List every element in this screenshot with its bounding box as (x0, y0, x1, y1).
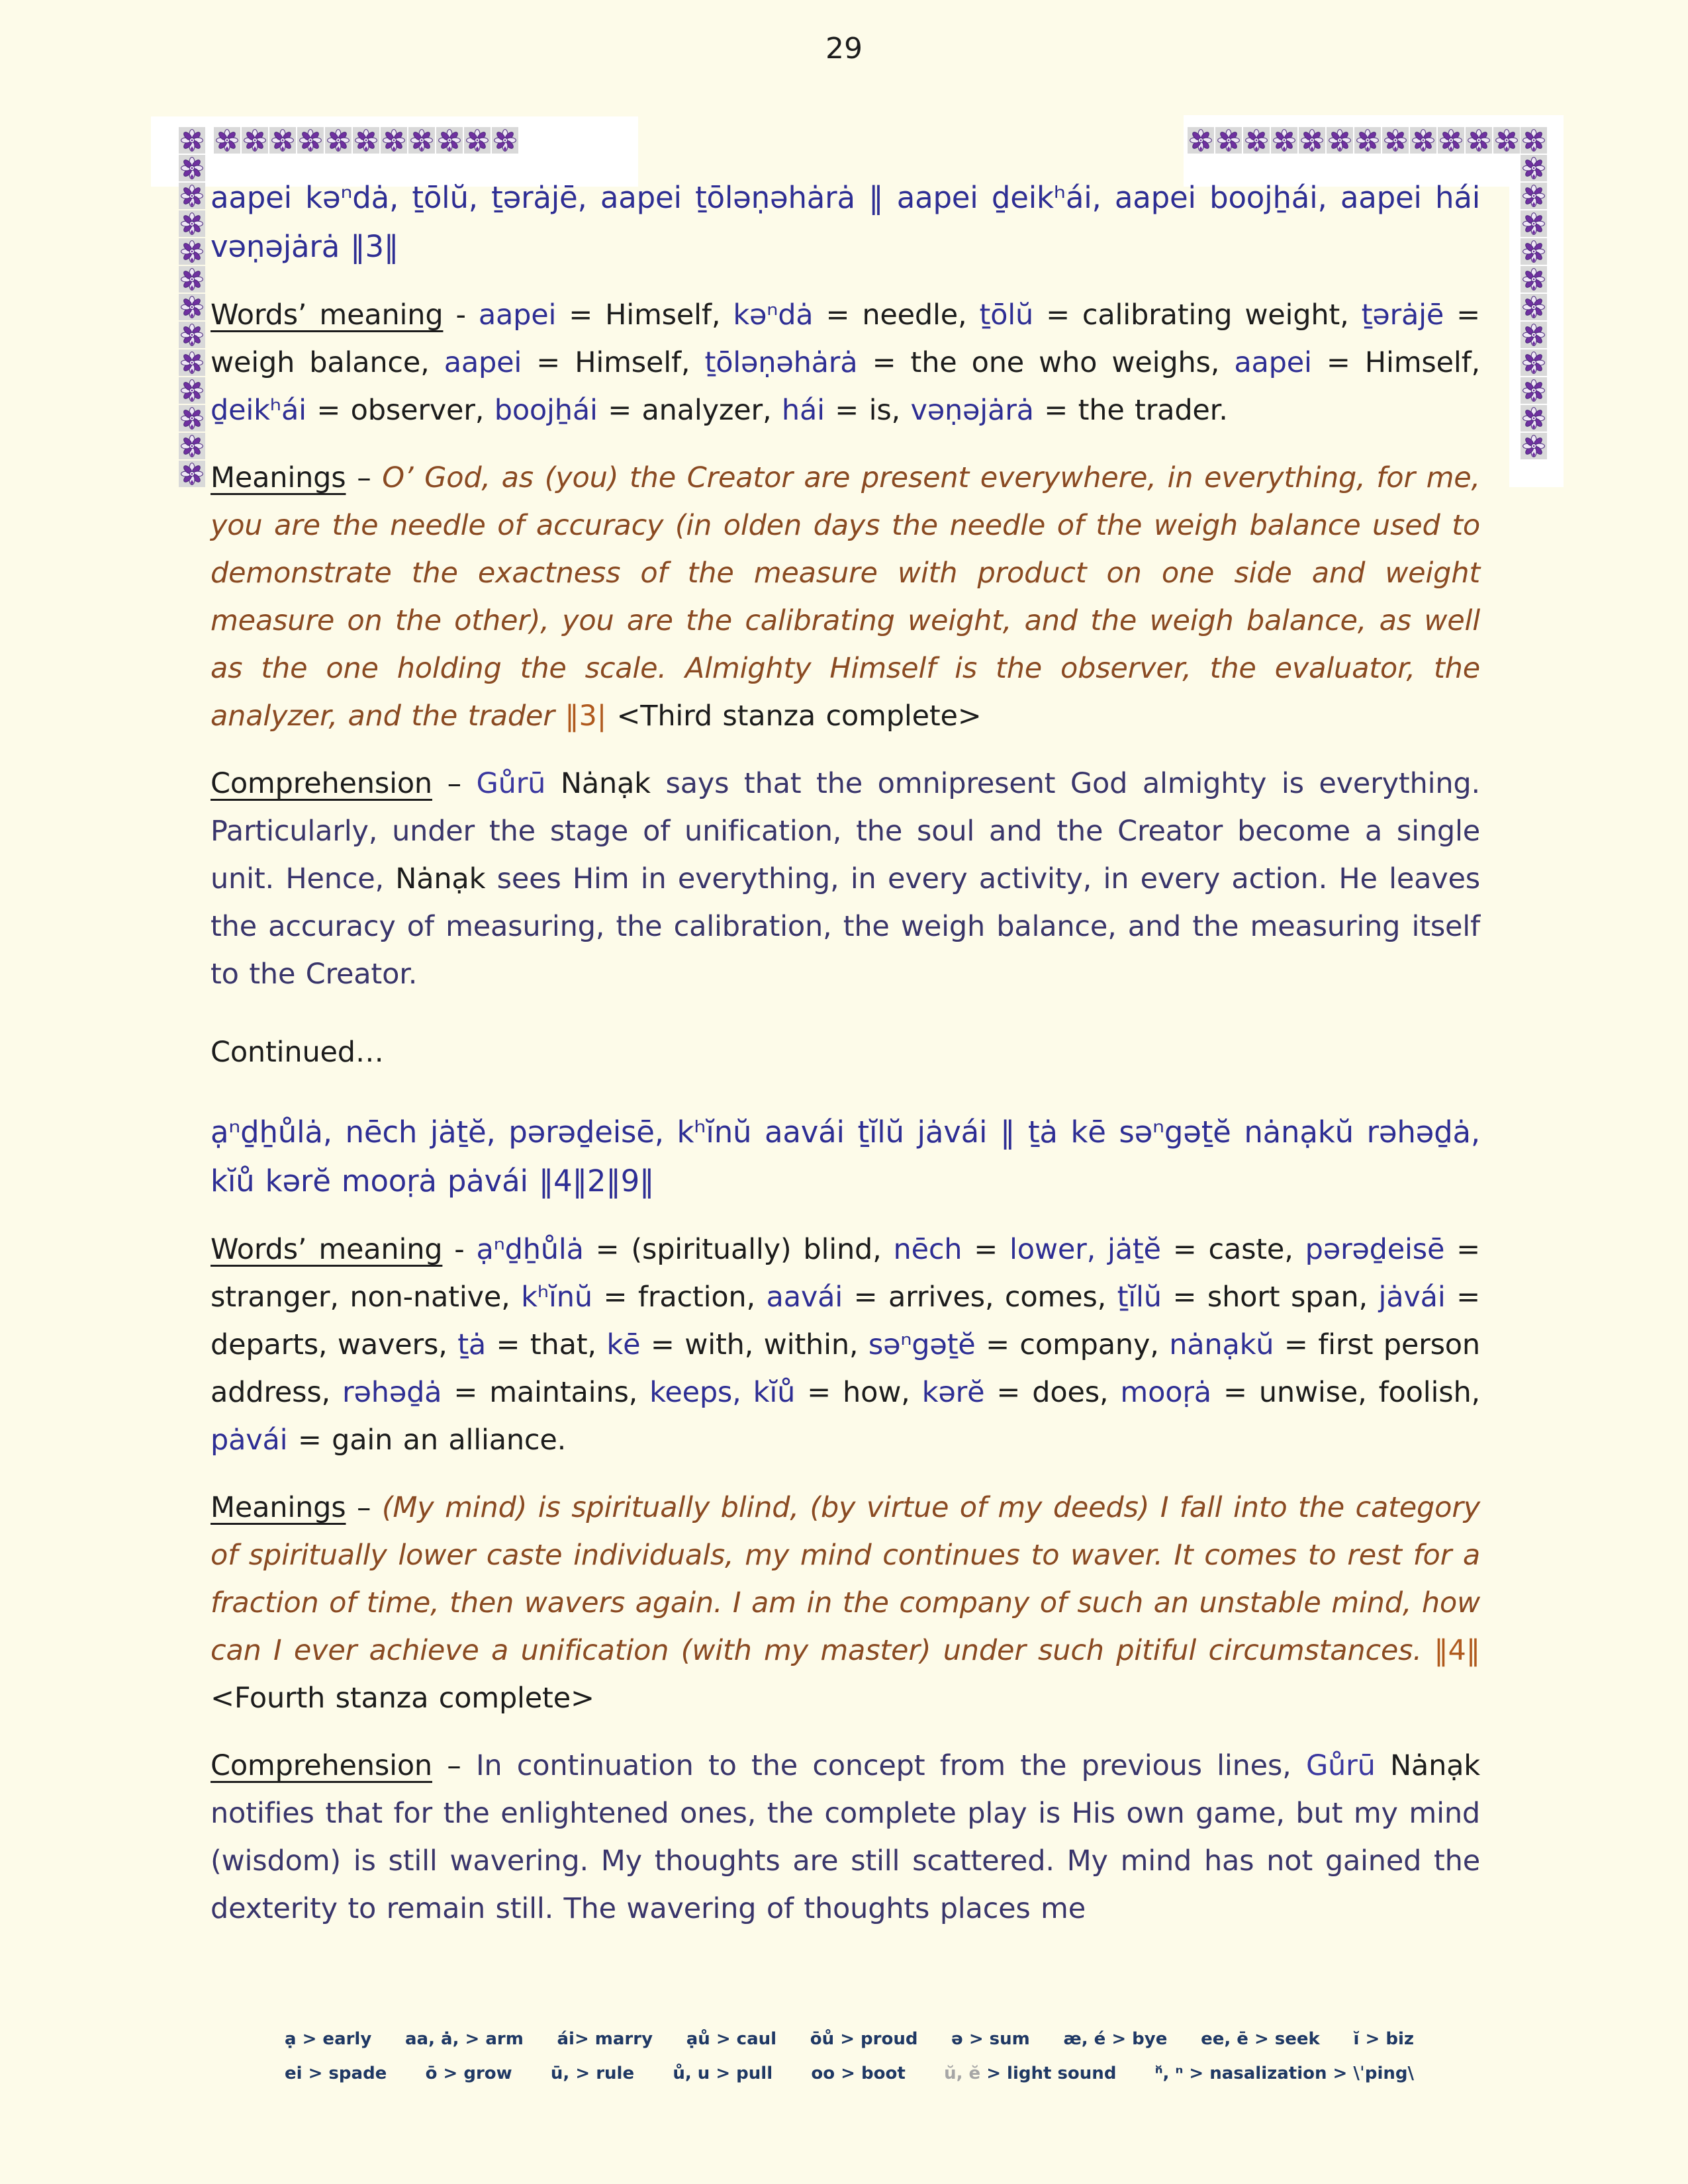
ornament-cell (179, 461, 205, 487)
ornament-cell (1271, 127, 1297, 154)
stanza-4-transliteration (211, 1108, 1480, 1206)
flower-ornament-icon (410, 128, 434, 152)
text-segment: = Himself, (1311, 346, 1480, 379)
text-segment: = observer, (306, 394, 494, 427)
text-segment: = with, within, (640, 1328, 868, 1361)
flower-ornament-icon (1522, 267, 1546, 291)
text-segment: – (346, 461, 383, 494)
flower-ornament-icon (1189, 128, 1213, 152)
ornament-cell (1521, 238, 1547, 265)
pronunciation-entry (686, 2029, 776, 2049)
flower-ornament-icon (1272, 128, 1296, 152)
ornament-cell (1521, 155, 1547, 181)
text-segment: Words’ meaning (211, 1233, 443, 1266)
text-segment: = analyzer, (597, 394, 782, 427)
text-segment: Gůrū (1305, 1749, 1390, 1782)
text-segment: lower, (1009, 1233, 1096, 1266)
ornament-cell (242, 127, 268, 154)
text-segment: pərəḏeisē (1305, 1233, 1445, 1266)
pronunciation-entry (1201, 2029, 1320, 2049)
text-segment: = Himself, (522, 346, 705, 379)
text-segment: oo > boot (811, 2064, 906, 2083)
text-segment: = fraction, (592, 1281, 767, 1314)
text-segment: mooṛȧ (1120, 1376, 1211, 1409)
ornament-cell (1521, 127, 1547, 154)
ornament-cell (1521, 183, 1547, 209)
text-segment: Comprehension (211, 767, 432, 800)
flower-ornament-icon (1522, 406, 1546, 430)
pronunciation-entry (557, 2029, 653, 2049)
ornament-cell (1493, 127, 1520, 154)
text-segment: O’ God, as (you) the Creator are present everywhere, in everything, for me, you are the needle of accuracy (in olden days the needle of the weigh balance used to demonstrate the exactness of the measure with product on one side and weight measure on the other), you are the calibrating weight, and the weigh balance, as well as the one holding the scale. Almighty Himself is the observer, the evaluator, the analyzer, and the trader (211, 461, 1480, 733)
text-segment: = stranger, non-native, (211, 1233, 1480, 1314)
text-segment: hái (781, 394, 825, 427)
ornament-cell (325, 127, 352, 154)
text-segment: aapei (444, 346, 522, 379)
pronunciation-entry (811, 2064, 905, 2083)
text-segment: rəhəḏȧ (342, 1376, 442, 1409)
text-segment: Nȧnạk (1389, 1749, 1480, 1782)
text-segment: kərĕ (921, 1376, 985, 1409)
text-segment: ōů > proud (810, 2029, 918, 2049)
flower-ornament-icon (465, 128, 489, 152)
ornament-cell (1438, 127, 1464, 154)
text-segment: = weigh balance, (211, 298, 1480, 379)
flower-ornament-icon (1522, 295, 1546, 319)
text-segment: ái> marry (557, 2029, 653, 2049)
flower-ornament-icon (180, 240, 204, 263)
ornament-cell (1327, 127, 1353, 154)
pronunciation-entry (1354, 2029, 1414, 2049)
flower-ornament-icon (1522, 434, 1546, 458)
pronunciation-entry (405, 2029, 524, 2049)
flower-ornament-icon (1522, 240, 1546, 263)
ornament-cell (1521, 322, 1547, 348)
meanings-3 (211, 454, 1480, 740)
guide-row (285, 2064, 1414, 2083)
text-segment: In continuation to the concept from the previous lines, (475, 1749, 1306, 1782)
text-segment: = unwise, foolish, (1211, 1376, 1480, 1409)
guide-row (285, 2029, 1414, 2049)
pronunciation-entry (673, 2064, 773, 2083)
text-segment: keeps, (649, 1376, 741, 1409)
text-segment: vəṇəjȧrȧ (910, 394, 1034, 427)
flower-ornament-icon (493, 128, 517, 152)
ornament-cell (179, 127, 205, 154)
text-segment: aapei kəⁿdȧ, ṯōlŭ, ṯərȧjē, aapei ṯōləṇəhȧrȧ ‖ aapei ḏeikʰái, aapei boojẖái, aapei hái vəṇəjȧrȧ ‖3‖ (211, 180, 1480, 264)
text-segment: = (spiritually) blind, (583, 1233, 894, 1266)
pronunciation-entry (285, 2064, 387, 2083)
text-segment: ‖3| (565, 700, 617, 733)
text-segment: = that, (486, 1328, 607, 1361)
ornament-cell (492, 127, 518, 154)
text-segment: aavái (766, 1281, 843, 1314)
flower-ornament-icon (1522, 128, 1546, 152)
flower-ornament-icon (180, 323, 204, 347)
text-segment: - (443, 298, 479, 332)
flower-ornament-icon (180, 128, 204, 152)
flower-ornament-icon (1300, 128, 1324, 152)
ornament-cell (1188, 127, 1214, 154)
text-segment: = departs, wavers, (211, 1281, 1480, 1361)
ornament-cell (179, 433, 205, 459)
flower-ornament-icon (180, 462, 204, 486)
ornament-cell (408, 127, 435, 154)
text-segment: aa, ȧ, > arm (405, 2029, 524, 2049)
text-segment: nȧnạkŭ (1169, 1328, 1274, 1361)
ornament-cell (297, 127, 324, 154)
text-segment: = short span, (1161, 1281, 1379, 1314)
flower-ornament-icon (1244, 128, 1268, 152)
flower-ornament-icon (1522, 351, 1546, 375)
text-segment: æ, é > bye (1063, 2029, 1168, 2049)
continued-note (211, 1028, 1480, 1076)
text-segment: ‖4‖ (1434, 1634, 1480, 1667)
text-segment: ạⁿḏẖůlȧ (476, 1233, 584, 1266)
ornament-cell (1521, 377, 1547, 404)
text-segment: = caste, (1160, 1233, 1305, 1266)
ornament-cell (1354, 127, 1381, 154)
text-segment: sees Him in everything, in every activity, in every action. He leaves the accuracy of measuring, the calibration, the weigh balance, and the measuring itself to the Creator. (211, 862, 1480, 991)
ornament-cell (1382, 127, 1409, 154)
flower-ornament-icon (180, 156, 204, 180)
text-segment (741, 1376, 753, 1409)
text-segment: pȧvái (211, 1424, 288, 1457)
text-segment: ạ > early (285, 2029, 372, 2049)
text-segment: = how, (795, 1376, 922, 1409)
text-segment: ṯōləṇəhȧrȧ (704, 346, 858, 379)
flower-ornament-icon (299, 128, 322, 152)
text-segment: kē (606, 1328, 641, 1361)
comprehension-3 (211, 760, 1480, 998)
flower-ornament-icon (1522, 323, 1546, 347)
text-segment: <Fourth stanza complete> (211, 1682, 594, 1715)
text-segment: kəⁿdȧ (733, 298, 814, 332)
ornament-cell (1521, 210, 1547, 237)
text-segment: ə > sum (951, 2029, 1030, 2049)
text-segment: aapei (478, 298, 557, 332)
text-segment: = first person address, (211, 1328, 1480, 1409)
ornament-cell (436, 127, 463, 154)
ornament-cell (269, 127, 296, 154)
text-segment: = (962, 1233, 1010, 1266)
text-segment: Meanings (211, 461, 346, 494)
ornament-left-column (179, 127, 205, 487)
flower-ornament-icon (382, 128, 406, 152)
text-segment: = arrives, comes, (843, 1281, 1117, 1314)
text-segment: - (442, 1233, 477, 1266)
content (211, 173, 1480, 1952)
flower-ornament-icon (1439, 128, 1463, 152)
text-segment: Gůrū (476, 767, 561, 800)
text-segment: ū, > rule (550, 2064, 635, 2083)
text-segment: = gain an alliance. (287, 1424, 567, 1457)
flower-ornament-icon (438, 128, 461, 152)
text-segment: nēch (893, 1233, 962, 1266)
ornament-cell (1521, 294, 1547, 320)
flower-ornament-icon (1522, 156, 1546, 180)
ornament-cell (179, 322, 205, 348)
ornament-top-right (1188, 127, 1520, 154)
text-segment: = is, (824, 394, 911, 427)
text-segment (1096, 1233, 1107, 1266)
pronunciation-entry (285, 2029, 371, 2049)
flower-ornament-icon (180, 434, 204, 458)
pronunciation-entry (944, 2064, 1116, 2083)
ornament-cell (381, 127, 407, 154)
ornament-cell (1521, 433, 1547, 459)
flower-ornament-icon (271, 128, 295, 152)
comprehension-4 (211, 1742, 1480, 1933)
flower-ornament-icon (1522, 184, 1546, 208)
flower-ornament-icon (1356, 128, 1380, 152)
text-segment: ṯĭlŭ (1117, 1281, 1162, 1314)
ornament-cell (214, 127, 240, 154)
text-segment: Nȧnạk (395, 862, 497, 895)
text-segment: ạⁿḏẖůlȧ, nēch jȧṯĕ, pərəḏeisē, kʰĭnŭ aavái ṯĭlŭ jȧvái ‖ ṯȧ kē səⁿgəṯĕ nȧnạkŭ rəhəḏȧ, kĭů kərĕ mooṛȧ pȧvái ‖4‖2‖9‖ (211, 1115, 1480, 1199)
text-segment: – (346, 1491, 382, 1524)
flower-ornament-icon (243, 128, 267, 152)
text-segment: = Himself, (556, 298, 733, 332)
pronunciation-entry (551, 2064, 634, 2083)
text-segment: – (432, 1749, 476, 1782)
ornament-cell (1521, 266, 1547, 293)
ornament-cell (179, 349, 205, 376)
flower-ornament-icon (326, 128, 350, 152)
ornament-right-column (1521, 127, 1547, 459)
text-segment: > light sound (980, 2064, 1117, 2083)
ornament-cell (179, 155, 205, 181)
flower-ornament-icon (180, 406, 204, 430)
words-meaning-3 (211, 291, 1480, 434)
text-segment: ạů > caul (686, 2029, 777, 2049)
flower-ornament-icon (180, 295, 204, 319)
ornament-cell (179, 377, 205, 404)
ornament-cell (1215, 127, 1242, 154)
ornament-cell (1299, 127, 1325, 154)
text-segment: = needle, (813, 298, 980, 332)
flower-ornament-icon (1328, 128, 1352, 152)
text-segment: ů, u > pull (673, 2064, 773, 2083)
text-segment: ⁿ̆, ⁿ > nasalization > \ˈping\ (1154, 2064, 1414, 2083)
text-segment: = the trader. (1033, 394, 1228, 427)
ornament-cell (1466, 127, 1492, 154)
text-segment: kĭů (753, 1376, 796, 1409)
pronunciation-entry (1155, 2064, 1414, 2083)
ornament-cell (353, 127, 379, 154)
flower-ornament-icon (180, 184, 204, 208)
ornament-top-left (214, 127, 518, 154)
flower-ornament-icon (354, 128, 378, 152)
text-segment: ṯərȧjē (1361, 298, 1444, 332)
ornament-cell (464, 127, 491, 154)
ornament-cell (179, 266, 205, 293)
text-segment: = calibrating weight, (1033, 298, 1362, 332)
text-segment: ei > spade (285, 2064, 387, 2083)
ornament-cell (179, 238, 205, 265)
text-segment: ĭ > biz (1353, 2029, 1414, 2049)
flower-ornament-icon (1467, 128, 1491, 152)
ornament-cell (1243, 127, 1270, 154)
page-number: 29 (825, 32, 863, 66)
text-segment: = company, (975, 1328, 1170, 1361)
text-segment: = the one who weighs, (857, 346, 1235, 379)
flower-ornament-icon (1495, 128, 1519, 152)
pronunciation-entry (1063, 2029, 1167, 2049)
text-segment: ṯȧ (457, 1328, 487, 1361)
flower-ornament-icon (1522, 212, 1546, 236)
ornament-cell (179, 294, 205, 320)
flower-ornament-icon (180, 267, 204, 291)
text-segment: ee, ē > seek (1201, 2029, 1320, 2049)
text-segment: səⁿgəṯĕ (868, 1328, 976, 1361)
text-segment: kʰĭnŭ (521, 1281, 592, 1314)
text-segment: notifies that for the enlightened ones, the complete play is His own game, but my mind (wisdom) is still wavering. My thoughts are still scattered. My mind has not gained the dexterity to remain still. The wavering of thoughts places me (211, 1797, 1480, 1925)
flower-ornament-icon (180, 379, 204, 402)
text-segment: Nȧnạk (560, 767, 666, 800)
text-segment: (My mind) is spiritually blind, (by virtue of my deeds) I fall into the category of spiritually lower caste individuals, my mind continues to waver. It comes to rest for a fraction of time, then wavers again. I am in the company of such an unstable mind, how can I ever achieve a unification (with my master) under such pitiful circumstances. (211, 1491, 1480, 1667)
text-segment: jȧvái (1378, 1281, 1446, 1314)
ornament-cell (179, 210, 205, 237)
words-meaning-4 (211, 1226, 1480, 1464)
flower-ornament-icon (180, 351, 204, 375)
text-segment: Words’ meaning (211, 298, 444, 332)
flower-ornament-icon (1522, 379, 1546, 402)
flower-ornament-icon (1411, 128, 1435, 152)
flower-ornament-icon (180, 212, 204, 236)
text-segment: boojẖái (494, 394, 598, 427)
ornament-cell (1521, 349, 1547, 376)
pronunciation-entry (426, 2064, 512, 2083)
stanza-3-transliteration (211, 173, 1480, 271)
text-segment: Comprehension (211, 1749, 432, 1782)
ornament-cell (1410, 127, 1436, 154)
pronunciation-entry (951, 2029, 1030, 2049)
text-segment: ṯōlŭ (979, 298, 1034, 332)
text-segment: jȧṯĕ (1107, 1233, 1161, 1266)
pronunciation-guide (285, 2029, 1414, 2083)
text-segment: = does, (984, 1376, 1121, 1409)
text-segment: ḏeikʰái (211, 394, 306, 427)
text-segment: Meanings (211, 1491, 346, 1524)
text-segment: Continued… (211, 1036, 384, 1069)
ornament-cell (1521, 405, 1547, 432)
text-segment: <Third stanza complete> (616, 700, 982, 733)
text-segment: ō > grow (425, 2064, 512, 2083)
ornament-cell (179, 405, 205, 432)
meanings-4 (211, 1484, 1480, 1722)
text-segment: says that the omnipresent God almighty is everything. Particularly, under the stage of unification, the soul and the Creator become a single unit. Hence, (211, 767, 1480, 895)
flower-ornament-icon (215, 128, 239, 152)
text-segment: ŭ, ĕ (944, 2064, 981, 2083)
flower-ornament-icon (1383, 128, 1407, 152)
text-segment: – (432, 767, 477, 800)
ornament-cell (179, 183, 205, 209)
pronunciation-entry (810, 2029, 918, 2049)
text-segment: = maintains, (442, 1376, 650, 1409)
text-segment: aapei (1234, 346, 1312, 379)
flower-ornament-icon (1217, 128, 1241, 152)
